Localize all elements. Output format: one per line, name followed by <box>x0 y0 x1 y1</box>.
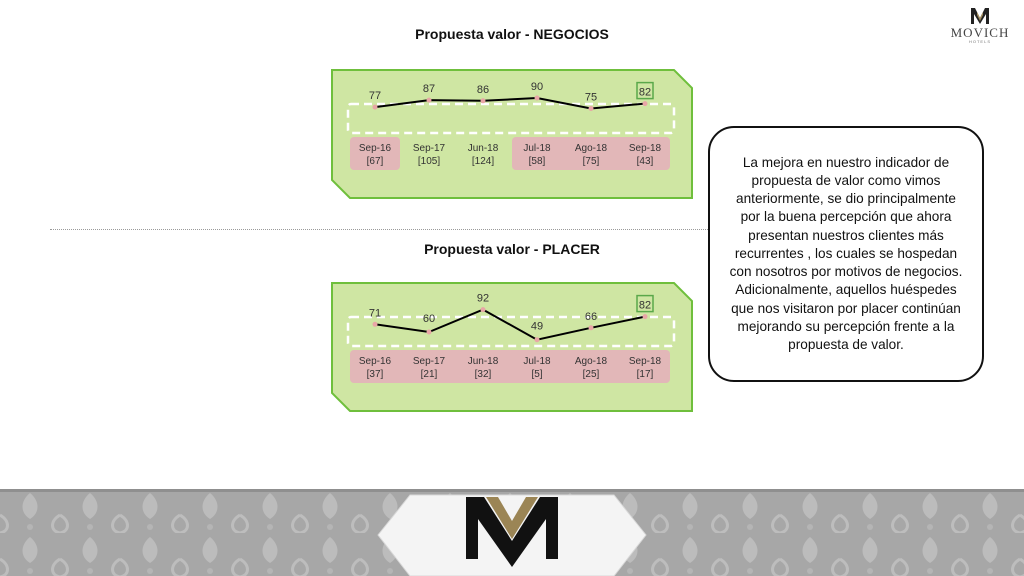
category-label: Sep-18 <box>628 143 662 154</box>
section-divider <box>50 229 710 230</box>
category-label: Sep-17 <box>412 356 446 367</box>
data-point <box>373 322 378 327</box>
sample-size-label: [105] <box>417 156 441 167</box>
movich-logo <box>944 6 1016 46</box>
data-point <box>427 98 432 103</box>
category-label: Jun-18 <box>467 143 499 154</box>
category-label: Jun-18 <box>467 356 499 367</box>
data-point <box>535 337 540 342</box>
data-label: 77 <box>368 90 382 103</box>
data-label: 66 <box>584 310 598 323</box>
brand-name: MOVICH <box>950 25 1010 40</box>
sample-size-label: [25] <box>582 369 600 380</box>
footer-banner <box>0 489 1024 576</box>
sample-size-label: [58] <box>528 156 546 167</box>
data-label: 82 <box>638 86 652 99</box>
sample-size-label: [32] <box>474 369 492 380</box>
chart-title-placer: Propuesta valor - PLACER <box>424 241 600 257</box>
data-label: 86 <box>476 83 490 96</box>
insight-text: La mejora en nuestro indicador de propuesta de valor como vimos anteriormente, se dio principalmente por la buena percepción que ahora presentan nuestros clientes más recurrentes , los cuales se hospedan con nosotros por motivos de negocios. Adicionalmente, aquellos huéspedes que nos visitaron por placer continúan mejorando su percepción frente a la propuesta de valor. <box>729 154 963 352</box>
data-point <box>481 307 486 312</box>
category-label: Sep-16 <box>358 143 392 154</box>
chart-negocios <box>330 69 695 200</box>
data-point <box>643 101 648 106</box>
category-label: Jul-18 <box>523 143 551 154</box>
data-label: 92 <box>476 292 490 305</box>
category-shade <box>350 350 670 383</box>
data-point <box>589 106 594 111</box>
data-label: 87 <box>422 83 436 96</box>
sample-size-label: [67] <box>366 156 384 167</box>
data-point <box>481 98 486 103</box>
data-point <box>643 314 648 319</box>
sample-size-label: [124] <box>471 156 495 167</box>
data-point <box>589 325 594 330</box>
data-label: 90 <box>530 81 544 93</box>
brand-subtitle: HOTELS <box>968 39 991 44</box>
category-label: Ago-18 <box>574 356 608 367</box>
sample-size-label: [21] <box>420 369 438 380</box>
data-label: 60 <box>422 313 436 325</box>
sample-size-label: [43] <box>636 156 654 167</box>
sample-size-label: [5] <box>531 369 543 380</box>
chart-title-negocios: Propuesta valor - NEGOCIOS <box>415 26 609 42</box>
chart-placer <box>330 282 695 413</box>
category-label: Sep-16 <box>358 356 392 367</box>
sample-size-label: [75] <box>582 156 600 167</box>
data-point <box>535 96 540 101</box>
data-label: 75 <box>584 91 598 104</box>
sample-size-label: [17] <box>636 369 654 380</box>
category-label: Sep-18 <box>628 356 662 367</box>
data-point <box>427 330 432 335</box>
movich-logo-icon <box>944 6 1016 26</box>
data-label: 49 <box>530 320 544 333</box>
data-label: 82 <box>638 299 652 312</box>
data-point <box>373 105 378 110</box>
data-label: 71 <box>368 307 382 320</box>
category-label: Jul-18 <box>523 356 551 367</box>
sample-size-label: [37] <box>366 369 384 380</box>
insight-callout <box>708 126 984 382</box>
category-label: Ago-18 <box>574 143 608 154</box>
category-label: Sep-17 <box>412 143 446 154</box>
